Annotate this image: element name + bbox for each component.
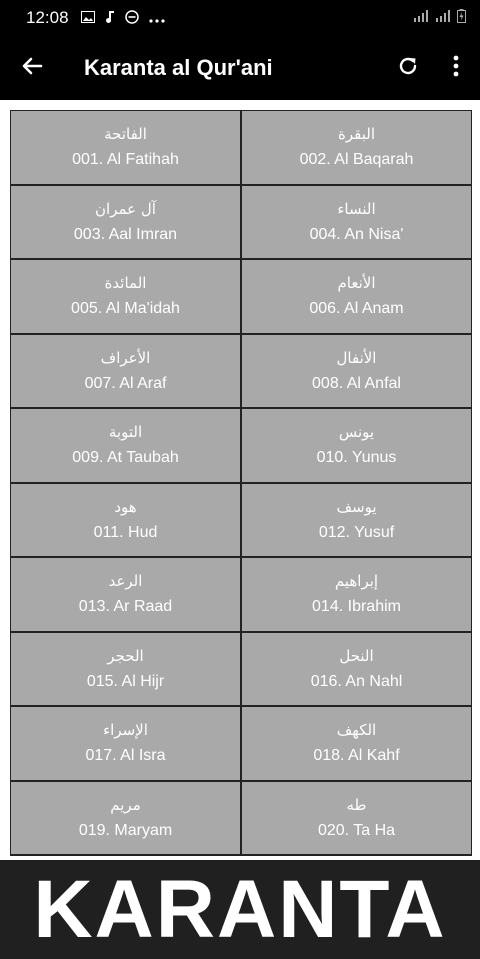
surah-latin-name: 012. Yusuf [318,523,395,541]
surah-arabic-name: إبراهيم [334,572,379,591]
app-bar [0,36,480,100]
surah-cell[interactable] [11,111,242,186]
surah-latin-name: 011. Hud [93,523,158,541]
surah-arabic-name: مريم [110,795,141,814]
surah-grid-container[interactable] [10,110,472,860]
refresh-icon [397,55,419,82]
surah-arabic-name: يونس [338,423,375,442]
surah-arabic-name: الفاتحة [104,125,147,144]
surah-latin-name: 002. Al Baqarah [299,151,414,169]
surah-latin-name: 004. An Nisa' [309,225,404,243]
surah-arabic-name: يوسف [336,497,377,516]
surah-cell[interactable] [242,186,472,261]
surah-arabic-name: هود [114,497,137,516]
signal-icon [413,9,429,27]
app-actions [384,36,480,100]
status-icons-left [81,10,165,27]
surah-arabic-name: الإسراء [103,721,148,740]
surah-arabic-name: آل عمران [95,199,156,218]
surah-cell[interactable] [11,633,242,708]
surah-arabic-name: النساء [337,199,376,218]
surah-latin-name: 007. Al Araf [84,374,167,392]
surah-arabic-name: الكهف [336,721,377,740]
music-note-icon [105,10,115,26]
surah-arabic-name: طه [346,795,367,814]
surah-latin-name: 006. Al Anam [309,300,404,318]
surah-arabic-name: الرعد [108,572,143,591]
surah-latin-name: 009. At Taubah [72,449,179,467]
surah-latin-name: 017. Al Isra [85,747,166,765]
surah-cell[interactable] [11,707,242,782]
surah-cell[interactable] [242,260,472,335]
surah-cell[interactable] [11,409,242,484]
surah-cell[interactable] [11,782,242,857]
do-not-disturb-icon [125,10,139,27]
surah-arabic-name: الأنفال [336,348,377,367]
status-bar [0,0,480,36]
surah-latin-name: 003. Aal Imran [73,225,178,243]
surah-latin-name: 013. Ar Raad [78,598,173,616]
back-button[interactable] [0,36,64,100]
surah-arabic-name: الأنعام [337,274,376,293]
surah-latin-name: 001. Al Fatihah [72,151,179,169]
surah-latin-name: 020. Ta Ha [317,821,396,839]
surah-cell[interactable] [242,335,472,410]
surah-cell[interactable] [242,782,472,857]
app-title: Karanta al Qur'ani [84,55,273,80]
surah-cell[interactable] [242,409,472,484]
surah-latin-name: 010. Yunus [316,449,397,467]
surah-arabic-name: الحجر [107,646,144,665]
surah-cell[interactable] [11,484,242,559]
surah-latin-name: 016. An Nahl [310,672,403,690]
surah-latin-name: 019. Maryam [78,821,173,839]
status-icons-right [413,9,466,28]
status-time: 12:08 [26,8,69,27]
surah-latin-name: 018. Al Kahf [313,747,400,765]
surah-latin-name: 014. Ibrahim [312,598,401,616]
arrow-back-icon [21,55,43,82]
signal-icon [435,9,451,27]
surah-grid [10,110,472,856]
surah-arabic-name: النحل [339,646,374,665]
refresh-button[interactable] [384,36,432,100]
surah-arabic-name: الأعراف [100,348,151,367]
surah-arabic-name: المائدة [104,274,147,293]
surah-cell[interactable] [242,707,472,782]
karanta-banner [0,860,480,959]
surah-latin-name: 015. Al Hijr [86,672,165,690]
surah-cell[interactable] [11,335,242,410]
surah-cell[interactable] [242,633,472,708]
battery-charging-icon [457,9,466,28]
more-dots-icon [149,10,165,26]
surah-latin-name: 005. Al Ma'idah [71,300,180,318]
surah-cell[interactable] [242,484,472,559]
surah-arabic-name: البقرة [338,125,375,144]
surah-latin-name: 008. Al Anfal [312,374,401,392]
surah-cell[interactable] [242,111,472,186]
banner-text: KARANTA [33,863,447,955]
surah-cell[interactable] [242,558,472,633]
surah-arabic-name: التوبة [108,423,143,442]
more-vert-icon [453,55,459,82]
surah-cell[interactable] [11,186,242,261]
surah-cell[interactable] [11,558,242,633]
image-icon [81,10,95,26]
overflow-menu-button[interactable] [432,36,480,100]
surah-cell[interactable] [11,260,242,335]
